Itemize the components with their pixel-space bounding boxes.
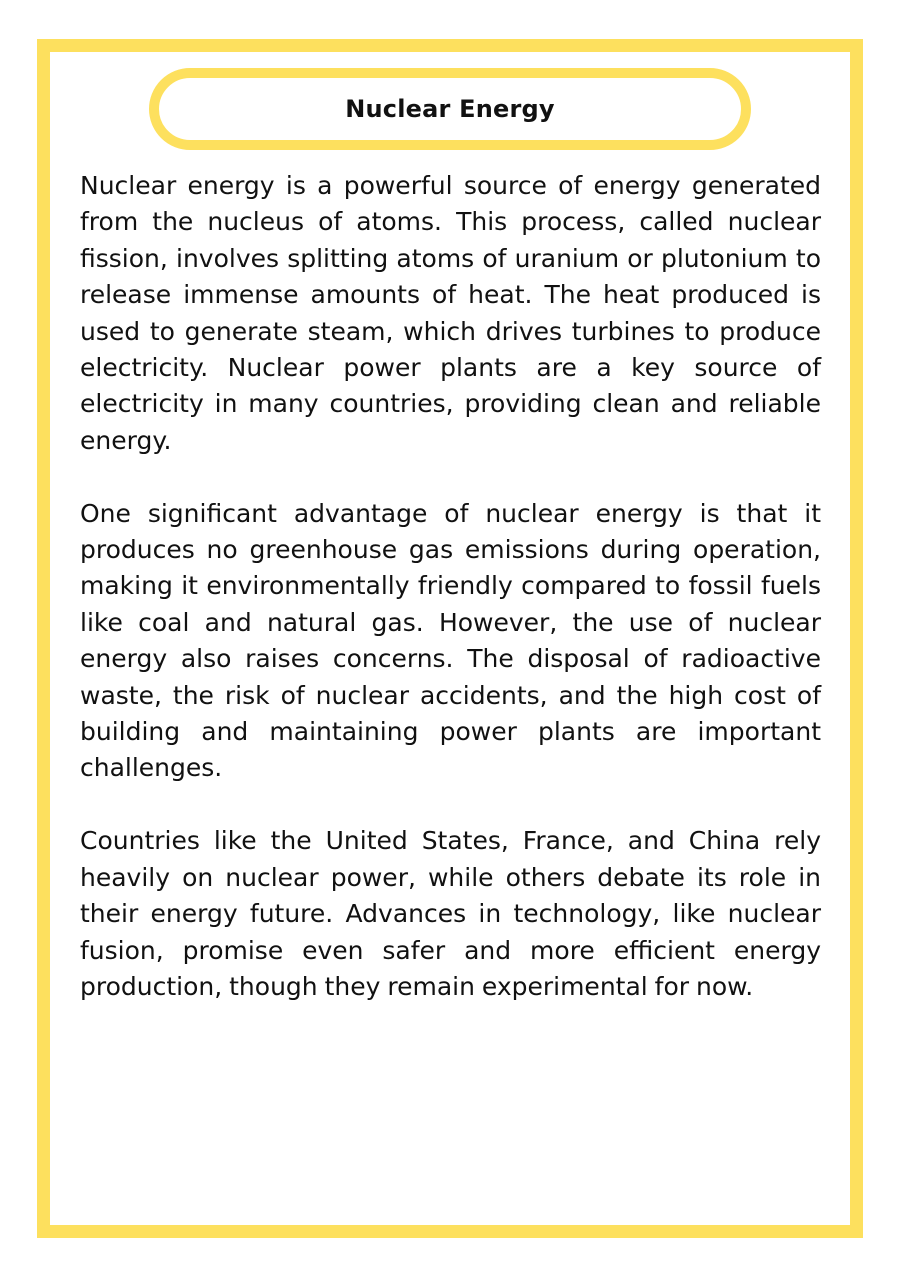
article-body: [80, 168, 821, 1005]
paragraph-intro: Nuclear energy is a powerful source of energy generated from the nucleus of atoms. This process, called nuclear fission, involves splitting atoms of uranium or plutonium to release immense amounts of heat. The heat produced is used to generate steam, which drives turbines to produce electricity. Nuclear power plants are a key source of electricity in many countries, providing clean and reliable energy.: [80, 171, 821, 455]
paragraph-advantages: One significant advantage of nuclear energy is that it produces no greenhouse gas emissions during operation, making it environmentally friendly compared to fossil fuels like coal and natural gas. However, the use of nuclear energy also raises concerns. The disposal of radioactive waste, the risk of nuclear accidents, and the high cost of building and maintaining power plants are important challenges.: [80, 498, 821, 783]
title-banner: [149, 68, 751, 150]
paragraph-outlook: Countries like the United States, France, and China rely heavily on nuclear power, while others debate its role in their energy future. Advances in technology, like nuclear fusion, promise even safer and more efficient energy production, though they remain experimental for now.: [80, 826, 821, 1001]
page-title: Nuclear Energy: [345, 95, 555, 123]
